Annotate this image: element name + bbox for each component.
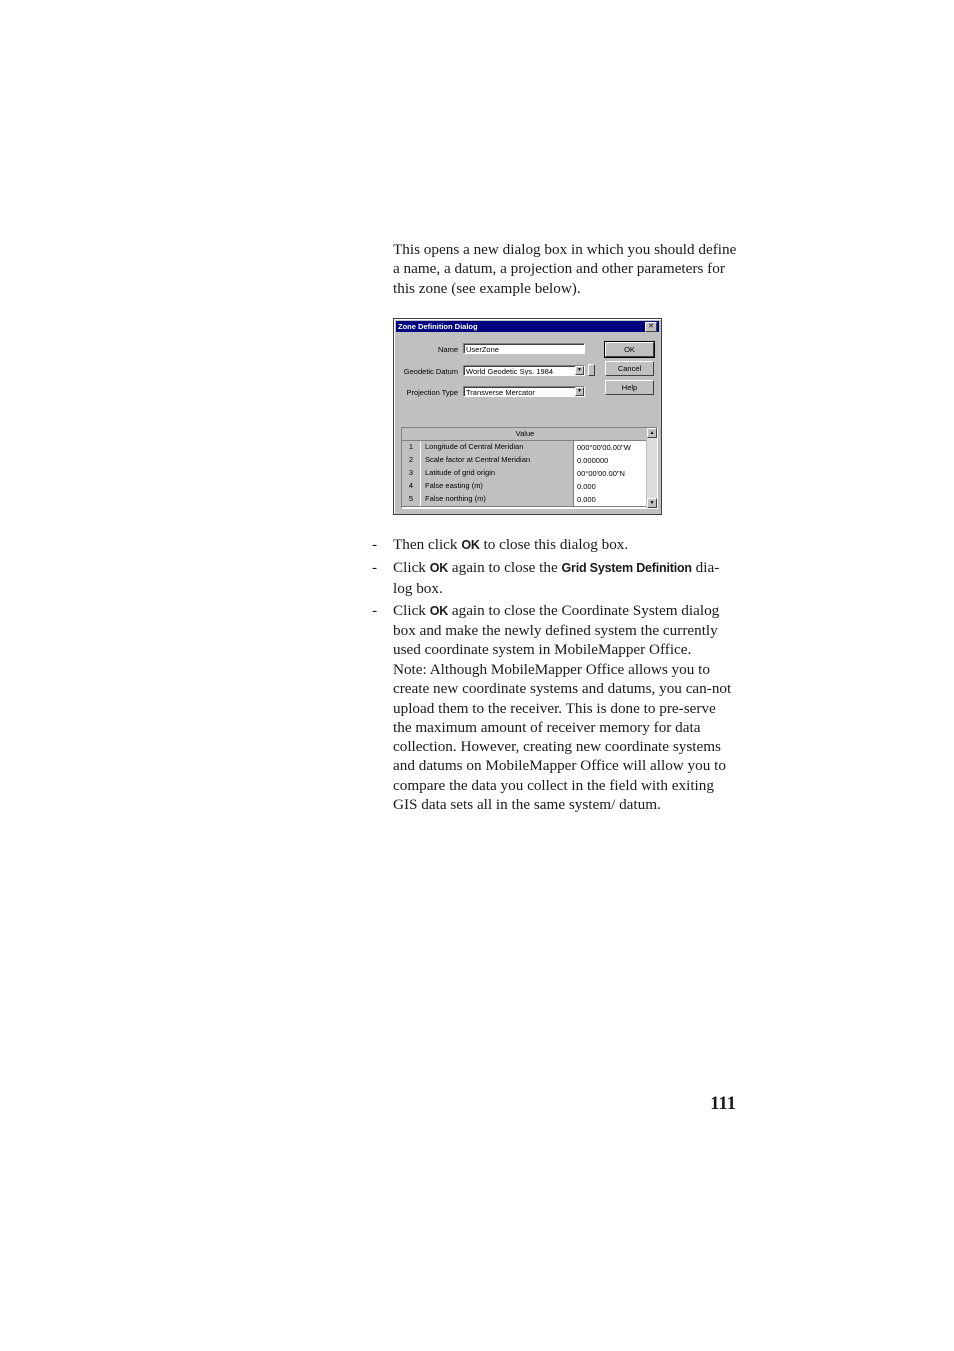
row-number: 3 bbox=[402, 467, 420, 480]
table-row[interactable] bbox=[402, 480, 648, 494]
parameter-value[interactable]: 0.000 bbox=[573, 493, 648, 506]
ui-term: Grid System Definition bbox=[561, 561, 692, 576]
bullet-text: Then click bbox=[393, 536, 462, 553]
projection-chevron-down-icon[interactable]: ▼ bbox=[575, 387, 584, 396]
ok-button[interactable]: OK bbox=[605, 342, 654, 357]
bullet-text: dia-log box. bbox=[393, 559, 720, 597]
bullet-dash: - bbox=[372, 536, 378, 553]
dialog-title-bar bbox=[396, 321, 659, 332]
parameter-name: Scale factor at Central Meridian bbox=[420, 454, 577, 467]
bullet-text: to close this dialog box. bbox=[479, 536, 629, 553]
parameter-value[interactable]: 0.000 bbox=[573, 480, 648, 493]
ui-term: OK bbox=[429, 561, 449, 576]
row-number: 4 bbox=[402, 480, 420, 493]
ui-term: OK bbox=[429, 603, 449, 618]
name-label: Name bbox=[437, 345, 458, 354]
datum-chevron-down-icon[interactable]: ▼ bbox=[575, 366, 584, 375]
projection-type-label: Projection Type bbox=[406, 388, 458, 397]
parameter-name: Latitude of grid origin bbox=[420, 467, 577, 480]
note-paragraph: Note: Although MobileMapper Office allows you to create new coordinate systems and datums, you can-not upload them to the receiver. This is done to pre-serve the maximum amount of receiver memory for data collection. However, creating new coordinate systems and datums on MobileMapper Office will allow you to compare the data you collect in the field with exiting GIS data sets all in the same system/ datum. bbox=[393, 661, 732, 814]
parameter-value[interactable]: 000°00'00.00"W bbox=[573, 441, 648, 454]
parameter-name: False easting (m) bbox=[420, 480, 577, 493]
scroll-down-icon[interactable]: ▼ bbox=[647, 498, 657, 508]
vertical-scrollbar[interactable] bbox=[646, 428, 657, 508]
parameter-value[interactable]: 00°00'00.00"N bbox=[573, 467, 648, 480]
parameter-value[interactable]: 0.000000 bbox=[573, 454, 648, 467]
parameter-name: Longitude of Central Meridian bbox=[420, 441, 577, 454]
bullet-text: again to close the Coordinate System dialog box and make the newly defined system the currently used coordinate system in MobileMapper Office. bbox=[393, 601, 720, 659]
bullet-dash: - bbox=[372, 559, 378, 577]
bullet-dash: - bbox=[372, 601, 378, 619]
geodetic-datum-label: Geodetic Datum bbox=[403, 367, 458, 376]
parameters-grid bbox=[401, 427, 658, 509]
cancel-button[interactable]: Cancel bbox=[605, 361, 654, 376]
row-number: 2 bbox=[402, 454, 420, 467]
instruction-list bbox=[372, 535, 738, 663]
intro-paragraph: This opens a new dialog box in which you should define a name, a datum, a projection and other parameters for this zone (see example below). bbox=[393, 241, 737, 297]
parameter-name: False northing (m) bbox=[420, 493, 577, 506]
table-row[interactable] bbox=[402, 441, 648, 455]
page-number: 111 bbox=[710, 1094, 736, 1114]
close-icon[interactable]: ✕ bbox=[645, 322, 657, 332]
row-number: 1 bbox=[402, 441, 420, 454]
grid-header: Value bbox=[402, 428, 648, 441]
projection-type-select[interactable]: Transverse Mercator bbox=[463, 386, 585, 397]
bullet-text: again to close the bbox=[448, 559, 562, 577]
row-number: 5 bbox=[402, 493, 420, 506]
list-item bbox=[372, 535, 738, 555]
ui-term: OK bbox=[461, 538, 480, 552]
list-item bbox=[372, 558, 738, 598]
geodetic-datum-select[interactable]: World Geodetic Sys. 1984 bbox=[463, 365, 585, 376]
bullet-text: Click bbox=[393, 601, 430, 619]
zone-definition-dialog bbox=[393, 318, 662, 515]
table-row[interactable] bbox=[402, 467, 648, 481]
scroll-up-icon[interactable]: ▲ bbox=[647, 428, 657, 438]
help-button[interactable]: Help bbox=[605, 380, 654, 395]
table-row[interactable] bbox=[402, 454, 648, 468]
table-row[interactable] bbox=[402, 493, 648, 507]
dialog-title: Zone Definition Dialog bbox=[398, 322, 478, 331]
bullet-text: Click bbox=[393, 559, 430, 577]
list-item bbox=[372, 601, 738, 660]
datum-options-button[interactable] bbox=[588, 364, 595, 376]
name-input[interactable]: UserZone bbox=[463, 343, 585, 354]
